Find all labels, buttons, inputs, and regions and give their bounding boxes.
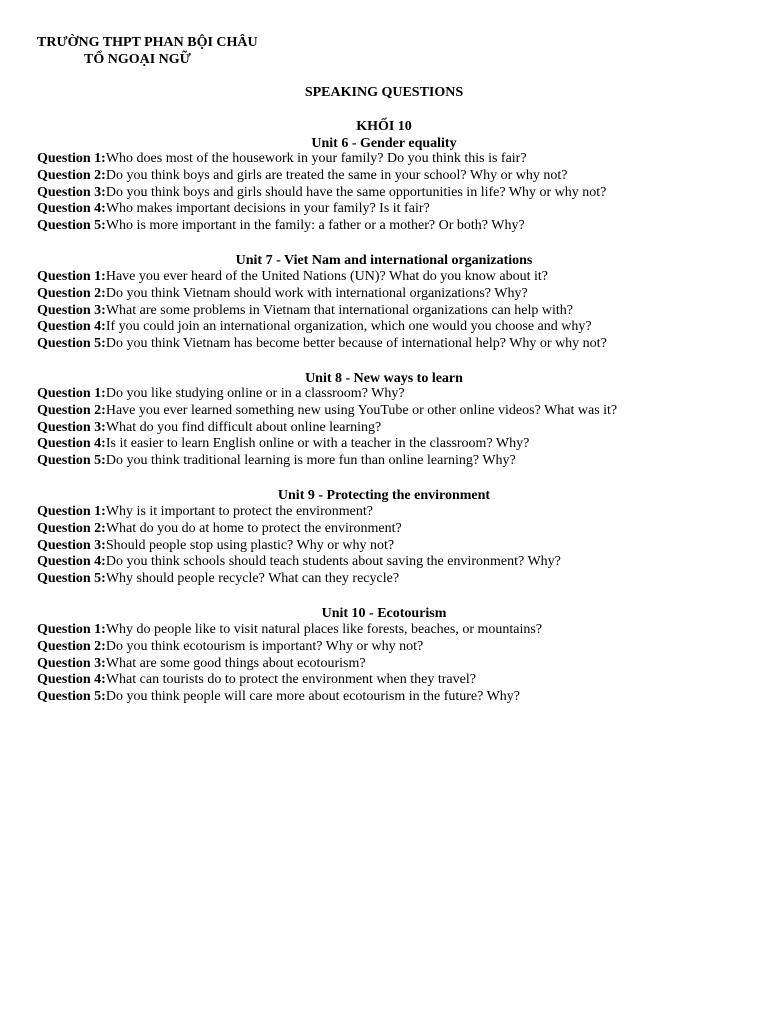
question-item	[37, 538, 757, 555]
question-item	[37, 185, 757, 202]
question-text: What are some problems in Vietnam that international organizations can help with?	[105, 302, 573, 318]
question-item	[37, 403, 757, 420]
question-text: Do you think boys and girls should have the same opportunities in life? Why or why not?	[105, 184, 607, 200]
question-label: Question 3:	[37, 419, 106, 435]
question-text: Who makes important decisions in your family? Is it fair?	[105, 201, 430, 217]
question-item	[37, 386, 757, 403]
question-label: Question 1:	[37, 622, 106, 637]
grade-heading: KHỐI 10	[356, 119, 412, 134]
question-list	[37, 269, 757, 353]
question-label: Question 1:	[37, 269, 106, 284]
question-text: What are some good things about ecotourism?	[105, 655, 366, 671]
question-label: Question 2:	[37, 167, 106, 183]
question-item	[37, 303, 757, 320]
question-item	[37, 436, 757, 453]
question-text: What do you find difficult about online learning?	[105, 419, 382, 435]
question-label: Question 5:	[37, 218, 106, 234]
question-item	[37, 521, 757, 538]
question-item	[37, 336, 757, 353]
question-label: Question 4:	[37, 554, 106, 570]
question-label: Question 4:	[37, 319, 106, 335]
question-list	[37, 386, 757, 470]
question-item	[37, 571, 757, 588]
department-name: TỔ NGOẠI NGỮ	[84, 52, 191, 67]
question-label: Question 4:	[37, 201, 106, 217]
question-label: Question 3:	[37, 302, 106, 318]
question-item	[37, 420, 757, 437]
question-label: Question 5:	[37, 689, 106, 705]
question-label: Question 2:	[37, 285, 106, 301]
question-item	[37, 639, 757, 656]
question-text: Do you think ecotourism is important? Why or why not?	[105, 638, 424, 654]
question-item	[37, 218, 757, 235]
question-label: Question 4:	[37, 436, 106, 452]
question-label: Question 5:	[37, 336, 106, 352]
question-label: Question 5:	[37, 453, 106, 469]
unit-heading: Unit 9 - Protecting the environment	[277, 488, 491, 503]
question-text: Do you think boys and girls are treated the same in your school? Why or why not?	[105, 167, 568, 183]
question-text: Why is it important to protect the environment?	[105, 504, 373, 519]
question-text: Who does most of the housework in your family? Do you think this is fair?	[105, 151, 527, 166]
question-label: Question 2:	[37, 520, 106, 536]
question-item	[37, 622, 757, 639]
question-item	[37, 656, 757, 673]
question-item	[37, 453, 757, 470]
question-item	[37, 504, 757, 521]
question-list	[37, 622, 757, 706]
question-text: Should people stop using plastic? Why or why not?	[105, 537, 395, 553]
question-label: Question 4:	[37, 672, 106, 688]
question-item	[37, 286, 757, 303]
question-label: Question 5:	[37, 571, 106, 587]
question-text: Do you think Vietnam should work with international organizations? Why?	[105, 285, 528, 301]
question-item	[37, 689, 757, 706]
question-item	[37, 319, 757, 336]
question-text: Do you think traditional learning is more fun than online learning? Why?	[105, 453, 516, 469]
question-list	[37, 151, 757, 235]
question-item	[37, 168, 757, 185]
question-text: Why should people recycle? What can they recycle?	[105, 571, 400, 587]
question-item	[37, 269, 757, 286]
question-item	[37, 554, 757, 571]
question-text: What do you do at home to protect the environment?	[105, 520, 402, 536]
question-label: Question 1:	[37, 386, 106, 401]
question-text: If you could join an international organization, which one would you choose and why?	[105, 319, 592, 335]
question-label: Question 1:	[37, 504, 106, 519]
question-text: Do you think people will care more about ecotourism in the future? Why?	[105, 689, 521, 705]
unit-heading: Unit 7 - Viet Nam and international organizations	[235, 253, 533, 268]
school-name: TRƯỜNG THPT PHAN BỘI CHÂU	[37, 35, 258, 50]
question-text: Do you think schools should teach students about saving the environment? Why?	[105, 554, 561, 570]
document-title: SPEAKING QUESTIONS	[304, 85, 464, 100]
question-label: Question 3:	[37, 537, 106, 553]
question-label: Question 2:	[37, 402, 106, 418]
question-text: Why do people like to visit natural places like forests, beaches, or mountains?	[105, 622, 543, 637]
question-text: Have you ever heard of the United Nations (UN)? What do you know about it?	[105, 269, 549, 284]
question-item	[37, 672, 757, 689]
question-item	[37, 201, 757, 218]
question-label: Question 1:	[37, 151, 106, 166]
question-text: Have you ever learned something new using YouTube or other online videos? What was it?	[105, 402, 618, 418]
question-text: Do you like studying online or in a classroom? Why?	[105, 386, 405, 401]
unit-heading: Unit 10 - Ecotourism	[321, 606, 447, 621]
question-text: Who is more important in the family: a father or a mother? Or both? Why?	[105, 218, 525, 234]
question-list	[37, 504, 757, 588]
question-label: Question 2:	[37, 638, 106, 654]
question-item	[37, 151, 757, 168]
question-label: Question 3:	[37, 184, 106, 200]
unit-heading: Unit 6 - Gender equality	[311, 136, 457, 151]
question-text: Is it easier to learn English online or with a teacher in the classroom? Why?	[105, 436, 530, 452]
question-label: Question 3:	[37, 655, 106, 671]
question-text: Do you think Vietnam has become better because of international help? Why or why not?	[105, 336, 607, 352]
question-text: What can tourists do to protect the environment when they travel?	[105, 672, 476, 688]
unit-heading: Unit 8 - New ways to learn	[305, 371, 463, 386]
